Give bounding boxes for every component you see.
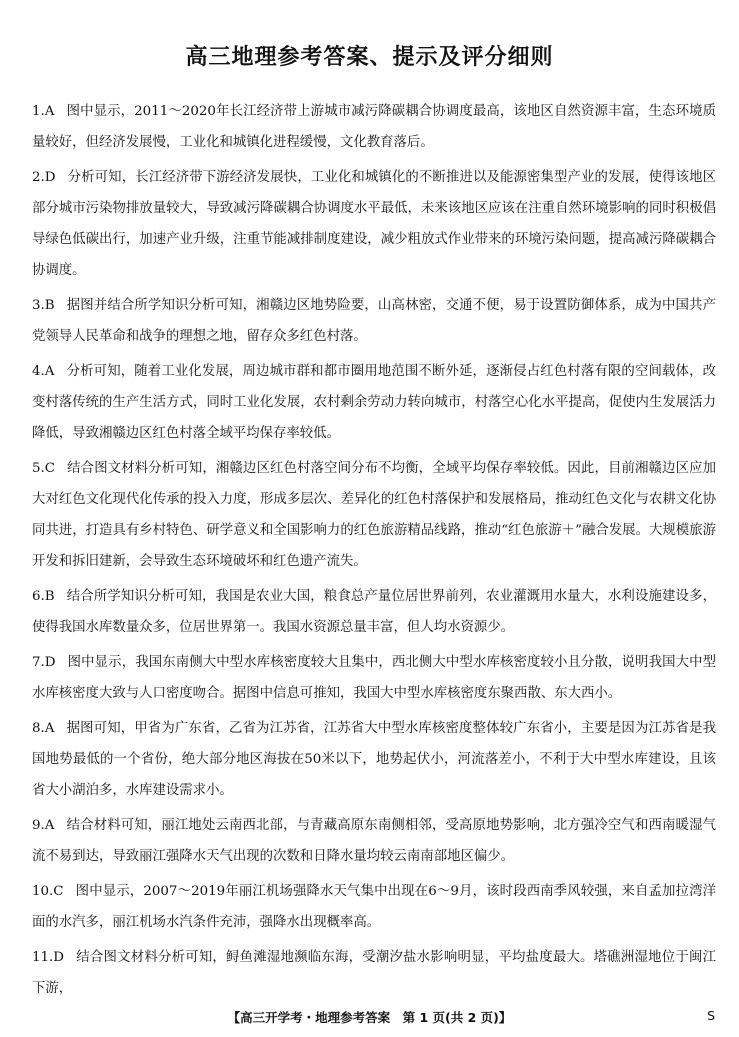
answer-item <box>32 647 716 709</box>
answer-item <box>32 810 716 872</box>
item-explanation: 图中显示，2011～2020年长江经济带上游城市减污降碳耦合协调度最高，该地区自然资源丰富，生态环境质量较好，但经济发展慢，工业化和城镇化进程缓慢，文化教育落后。 <box>32 104 716 150</box>
item-number: 2. <box>32 170 45 185</box>
item-number: 8. <box>32 721 45 736</box>
item-answer: A <box>44 104 55 119</box>
answer-item <box>32 876 716 938</box>
item-answer: D <box>44 655 56 670</box>
item-answer: A <box>44 818 55 833</box>
item-explanation: 结合图文材料分析可知，鲟鱼滩湿地濒临东海，受潮汐盐水影响明显，平均盐度最大。塔礁洲湿地位于闽江下游， <box>32 950 716 996</box>
answer-item <box>32 453 716 577</box>
item-answer: D <box>53 950 65 965</box>
item-number: 11. <box>32 950 54 965</box>
item-number: 5. <box>32 461 45 476</box>
item-number: 3. <box>32 298 45 313</box>
answer-item <box>32 96 716 158</box>
item-number: 4. <box>32 364 45 379</box>
answer-item <box>32 356 716 449</box>
version-code: S <box>707 1008 715 1023</box>
item-answer: B <box>44 589 55 604</box>
answer-item <box>32 713 716 806</box>
item-explanation: 分析可知，长江经济带下游经济发展快，工业化和城镇化的不断推进以及能源密集型产业的发展，使得该地区部分城市污染物排放量较大，导致减污降碳耦合协调度水平最低，未来该地区应该在注重自然环境影响的同时积极倡导绿色低碳出行，加速产业升级，注重节能减排制度建设，减少粗放式作业带来的环境污染问题，提高减污降碳耦合协调度。 <box>32 170 716 278</box>
item-explanation: 图中显示，我国东南侧大中型水库核密度较大且集中，西北侧大中型水库核密度较小且分散，说明我国大中型水库核密度大致与人口密度吻合。据图中信息可推知，我国大中型水库核密度东聚西散、东大西小。 <box>32 655 716 701</box>
answer-list <box>32 96 716 1008</box>
item-answer: A <box>44 364 55 379</box>
item-number: 9. <box>32 818 45 833</box>
item-number: 10. <box>32 884 54 899</box>
item-answer: A <box>44 721 55 736</box>
item-number: 7. <box>32 655 45 670</box>
answer-item <box>32 581 716 643</box>
answer-item <box>32 942 716 1004</box>
item-answer: C <box>44 461 56 476</box>
item-explanation: 结合所学知识分析可知，我国是农业大国，粮食总产量位居世界前列，农业灌溉用水量大，水利设施建设多，使得我国水库数量众多，位居世界第一。我国水资源总量丰富，但人均水资源少。 <box>32 589 716 635</box>
answer-item <box>32 162 716 286</box>
item-answer: D <box>44 170 56 185</box>
item-answer: B <box>44 298 55 313</box>
page-footer: 【高三开学考・地理参考答案 第 1 页(共 2 页)】 <box>227 1010 512 1025</box>
answer-item <box>32 290 716 352</box>
item-explanation: 结合图文材料分析可知，湘赣边区红色村落空间分布不均衡，全域平均保存率较低。因此，目前湘赣边区应加大对红色文化现代化传承的投入力度，形成多层次、差异化的红色村落保护和发展格局，推动红色文化与农耕文化协同共进，打造具有乡村特色、研学意义和全国影响力的红色旅游精品线路，推动“红色旅游＋”融合发展。大规模旅游开发和拆旧建新，会导致生态环境破坏和红色遗产流失。 <box>32 461 716 569</box>
item-number: 1. <box>32 104 45 119</box>
item-explanation: 据图可知，甲省为广东省，乙省为江苏省，江苏省大中型水库核密度整体较广东省小，主要是因为江苏省是我国地势最低的一个省份，绝大部分地区海拔在50米以下，地势起伏小，河流落差小，不利于大中型水库建设，且该省大小湖泊多，水库建设需求小。 <box>32 721 716 798</box>
item-explanation: 图中显示，2007～2019年丽江机场强降水天气集中出现在6～9月，该时段西南季风较强，来自孟加拉湾洋面的水汽多，丽江机场水汽条件充沛，强降水出现概率高。 <box>32 884 716 930</box>
item-answer: C <box>53 884 64 899</box>
item-explanation: 据图并结合所学知识分析可知，湘赣边区地势险要，山高林密，交通不便，易于设置防御体系，成为中国共产党领导人民革命和战争的理想之地，留存众多红色村落。 <box>32 298 716 344</box>
item-number: 6. <box>32 589 45 604</box>
page-title: 高三地理参考答案、提示及评分细则 <box>185 45 554 70</box>
item-explanation: 分析可知，随着工业化发展，周边城市群和都市圈用地范围不断外延，逐渐侵占红色村落有限的空间载体，改变村落传统的生产生活方式，同时工业化发展，农村剩余劳动力转向城市，村落空心化水平提高，促使内生发展活力降低，导致湘赣边区红色村落全域平均保存率较低。 <box>32 364 716 441</box>
item-explanation: 结合材料可知，丽江地处云南西北部，与青藏高原东南侧相邻，受高原地势影响，北方强冷空气和西南暖湿气流不易到达，导致丽江强降水天气出现的次数和日降水量均较云南南部地区偏少。 <box>32 818 716 864</box>
